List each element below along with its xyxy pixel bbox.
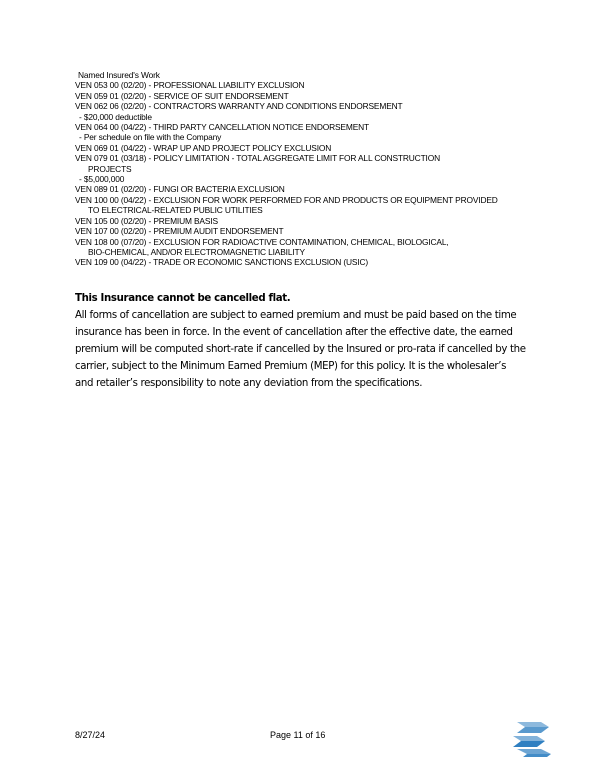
endorsement-line: VEN 069 01 (04/22) - WRAP UP AND PROJECT POLICY EXCLUSION	[75, 142, 332, 153]
endorsement-line: Named Insured's Work	[78, 70, 160, 80]
cancellation-text-line: premium will be computed short-rate if cancelled by the Insured or pro-rata if cancelled by the	[75, 344, 526, 355]
endorsement-line: VEN 109 00 (04/22) - TRADE OR ECONOMIC SANCTIONS EXCLUSION (USIC)	[75, 257, 369, 268]
endorsement-line: VEN 062 06 (02/20) - CONTRACTORS WARRANTY AND CONDITIONS ENDORSEMENT	[75, 101, 403, 112]
endorsement-list	[75, 70, 575, 268]
endorsement-detail: - Per schedule on file with the Company	[79, 132, 222, 143]
endorsement-line: VEN 089 01 (02/20) - FUNGI OR BACTERIA EXCLUSION	[75, 184, 285, 195]
cancellation-text-line: carrier, subject to the Minimum Earned Premium (MEP) for this policy. It is the wholesaler’s	[75, 361, 507, 372]
page-number: Page 11 of 16	[270, 730, 326, 740]
cancellation-heading: This Insurance cannot be cancelled flat.	[75, 293, 291, 304]
endorsement-line: VEN 059 01 (02/20) - SERVICE OF SUIT ENDORSEMENT	[75, 90, 289, 101]
endorsement-line: VEN 107 00 (02/20) - PREMIUM AUDIT ENDORSEMENT	[75, 226, 284, 237]
cancellation-section	[75, 290, 555, 392]
endorsement-line: VEN 079 01 (03/18) - POLICY LIMITATION - TOTAL AGGREGATE LIMIT FOR ALL CONSTRUCTION	[75, 153, 440, 164]
cancellation-text-line: insurance has been in force. In the event of cancellation after the effective date, the earned	[75, 327, 513, 338]
endorsement-line: VEN 105 00 (02/20) - PREMIUM BASIS	[75, 215, 218, 226]
footer-date: 8/27/24	[75, 730, 106, 740]
endorsement-line: VEN 064 00 (04/22) - THIRD PARTY CANCELLATION NOTICE ENDORSEMENT	[75, 122, 369, 133]
endorsement-detail: - $5,000,000	[79, 174, 125, 185]
endorsement-continuation: PROJECTS	[88, 163, 132, 174]
company-logo-icon	[511, 718, 555, 758]
endorsement-line: VEN 108 00 (07/20) - EXCLUSION FOR RADIOACTIVE CONTAMINATION, CHEMICAL, BIOLOGICAL,	[75, 236, 449, 247]
endorsement-line: VEN 053 00 (02/20) - PROFESSIONAL LIABILITY EXCLUSION	[75, 80, 305, 91]
endorsement-continuation: BIO-CHEMICAL, AND/OR ELECTROMAGNETIC LIABILITY	[88, 246, 305, 257]
cancellation-text-line: and retailer’s responsibility to note any deviation from the specifications.	[75, 378, 423, 389]
endorsement-line: VEN 100 00 (04/22) - EXCLUSION FOR WORK PERFORMED FOR AND PRODUCTS OR EQUIPMENT PROVIDED	[75, 194, 498, 205]
endorsement-detail: - $20,000 deductible	[79, 111, 152, 122]
endorsement-continuation: TO ELECTRICAL-RELATED PUBLIC UTILITIES	[88, 205, 263, 216]
cancellation-text-line: All forms of cancellation are subject to earned premium and must be paid based on the time	[75, 310, 517, 321]
